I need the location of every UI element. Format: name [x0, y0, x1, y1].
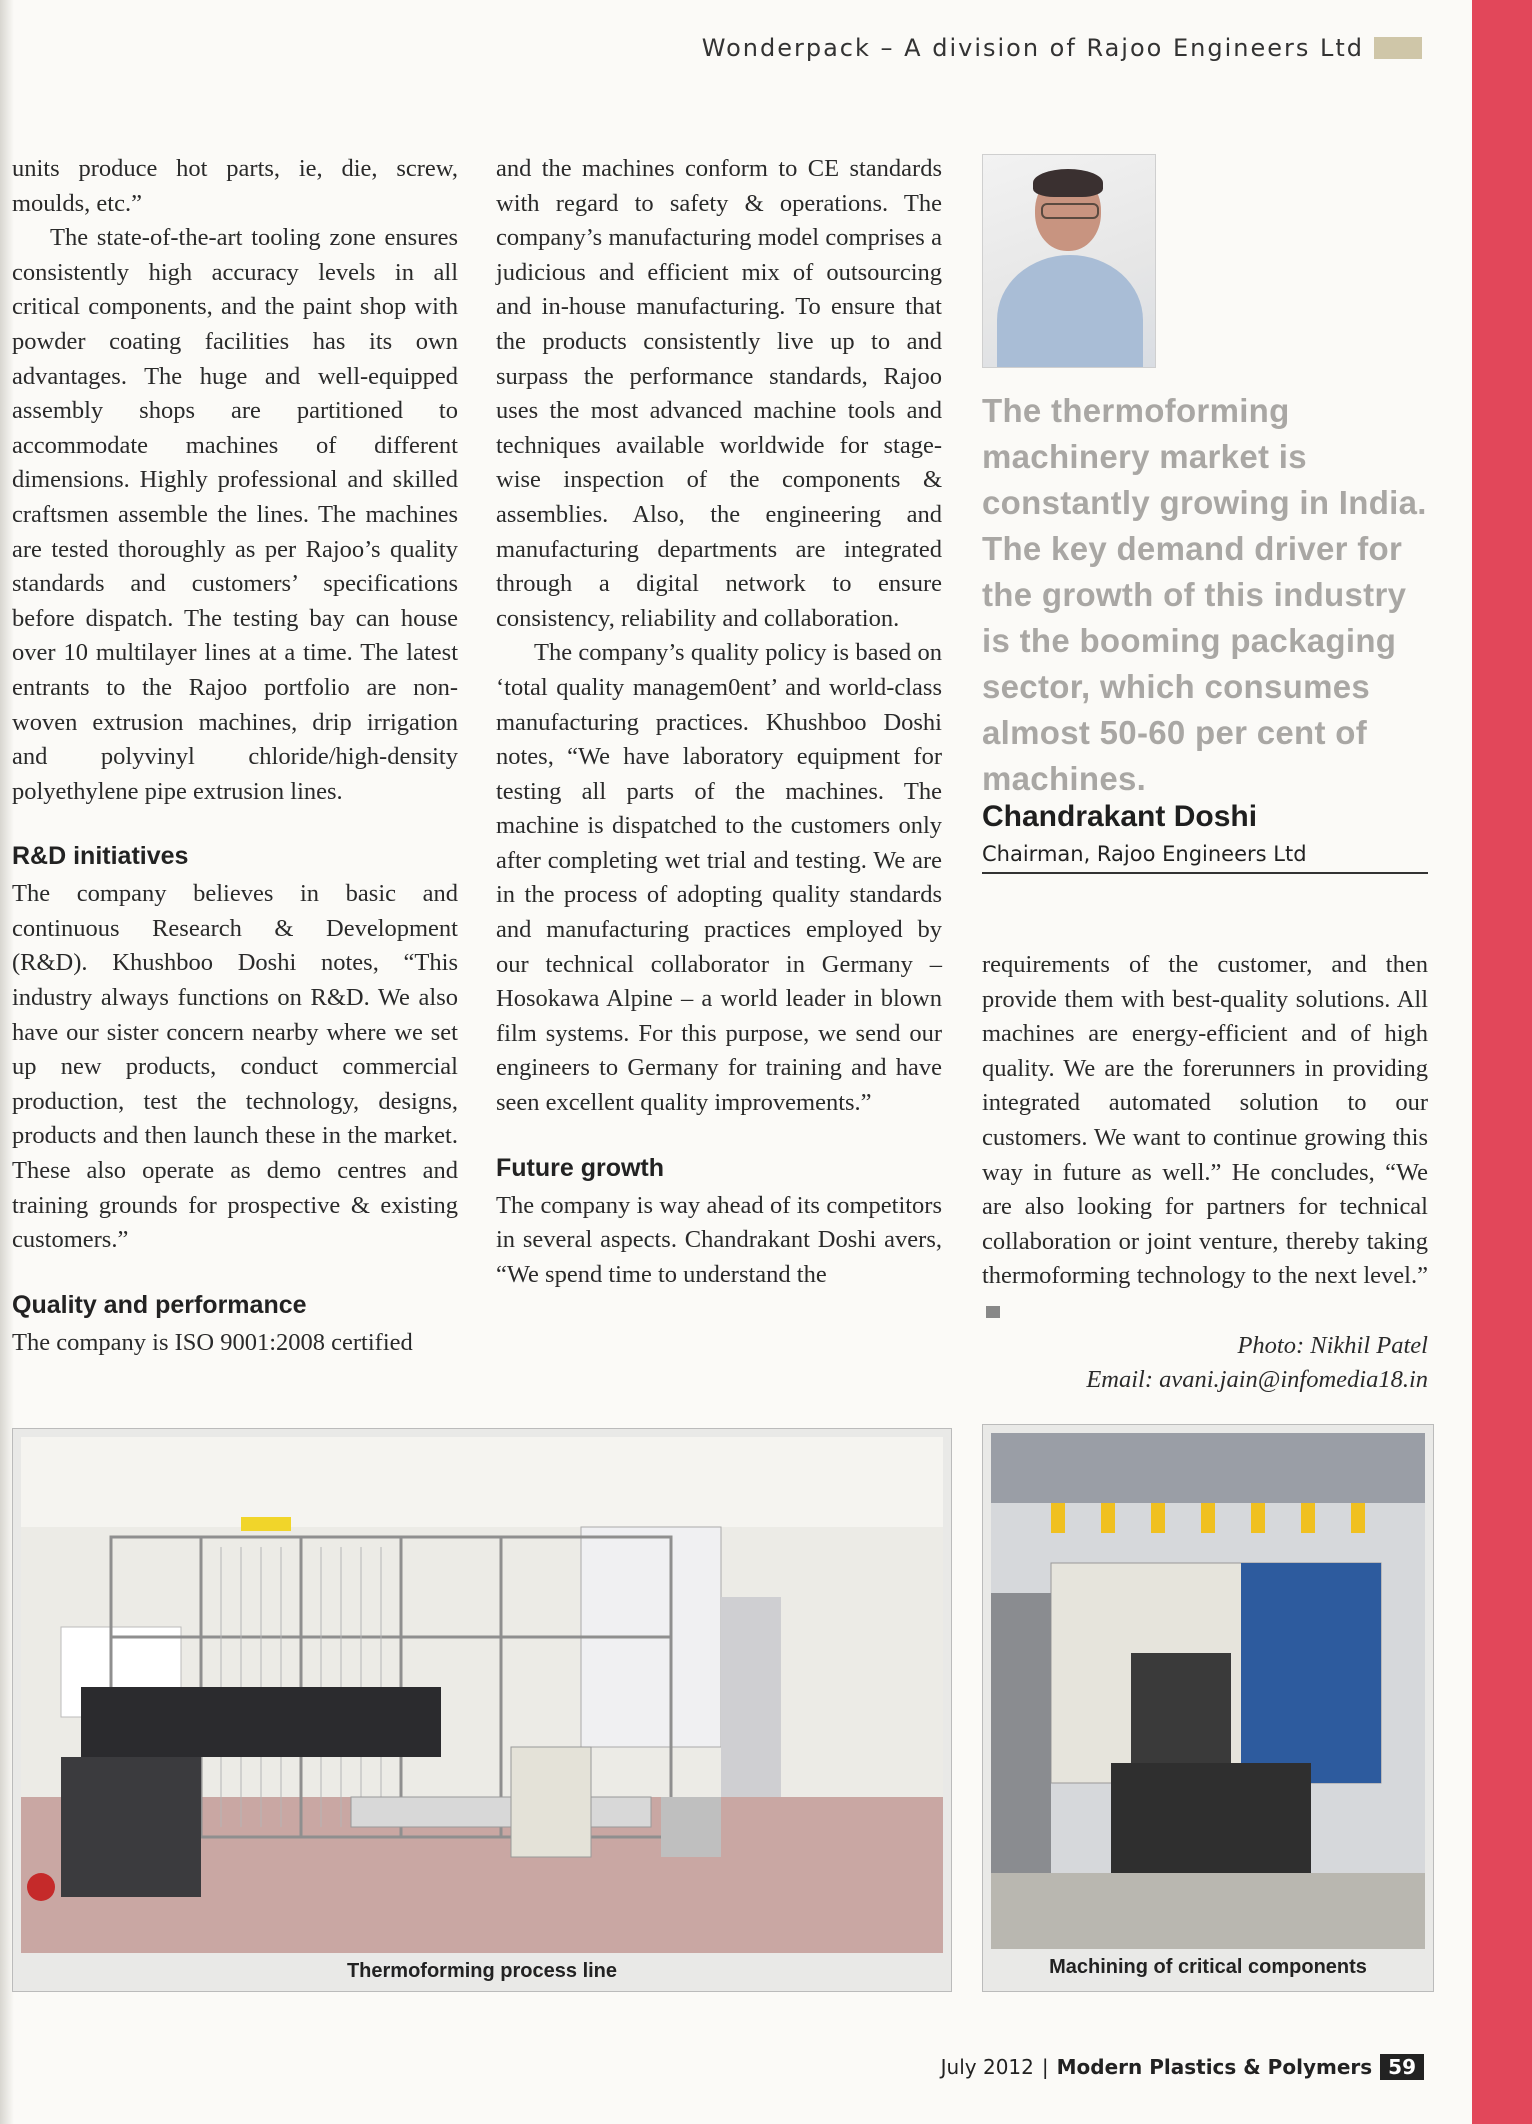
paragraph: units produce hot parts, ie, die, screw, moulds, etc.”	[12, 155, 458, 217]
photo-machining	[982, 1424, 1434, 1992]
page-number: 59	[1380, 2054, 1424, 2080]
photo-image	[991, 1433, 1425, 1949]
paragraph: The company is way ahead of its competitors in several aspects. Chandrakant Doshi avers, “We spend time to understand the	[496, 1191, 942, 1288]
end-mark-icon	[986, 1306, 1000, 1318]
machining-illustration	[991, 1433, 1425, 1949]
portrait-photo	[982, 154, 1156, 368]
thermoforming-line-illustration	[21, 1437, 943, 1953]
pull-quote: The thermoforming machinery market is constantly growing in India. The key demand driver for the growth of this industry is the booming packaging sector, which consumes almost 50-60 per cent of machines.	[982, 392, 1427, 797]
photo-caption: Machining of critical components	[1049, 1956, 1367, 1978]
photo-image	[21, 1437, 943, 1953]
quote-author-name: Chandrakant Doshi	[982, 800, 1258, 833]
running-header-text: Wonderpack – A division of Rajoo Engineers Ltd	[701, 34, 1364, 62]
footer-separator: |	[1041, 2055, 1049, 2079]
paragraph	[982, 948, 1428, 1329]
section-heading-quality: Quality and performance	[12, 1290, 307, 1319]
article-column-1	[12, 152, 458, 1360]
page-footer	[941, 2054, 1424, 2080]
header-color-tab	[1374, 37, 1422, 59]
photo-thermoforming-line	[12, 1428, 952, 1992]
quote-author-role: Chairman, Rajoo Engineers Ltd	[982, 842, 1307, 866]
portrait-glasses	[1041, 203, 1099, 219]
issue-date: July 2012	[940, 2055, 1034, 2079]
section-heading-future: Future growth	[496, 1153, 665, 1182]
magazine-name: Modern Plastics & Polymers	[1056, 2055, 1373, 2079]
paragraph: The company believes in basic and continuous Research & Development (R&D). Khushboo Doshi notes, “This industry always functions on R&D. We also have our sister concern nearby where we set up new products, conduct commercial production, test the technology, designs, products and then launch these in the market. These also operate as demo centres and training grounds for prospective & existing customers.”	[12, 880, 458, 1254]
portrait-shirt	[997, 255, 1143, 368]
paragraph: The company’s quality policy is based on ‘total quality managem0ent’ and world-class manufacturing practices. Khushboo Doshi notes, “We have laboratory equipment for testing all parts of the machines. The machine is dispatched to the customers only after completing wet trial and testing. We are in the process of adopting quality standards and manufacturing practices employed by our technical collaborator in Germany – Hosokawa Alpine – a world leader in blown film systems. For this purpose, we send our engineers to Germany for training and have seen excellent quality improvements.”	[496, 639, 942, 1117]
paragraph: The company is ISO 9001:2008 certified	[12, 1328, 413, 1356]
article-column-2	[496, 152, 942, 1292]
paragraph-text: requirements of the customer, and then provide them with best-quality solutions. All machines are energy-efficient and of high quality. We are the forerunners in providing integrated automated solution to our customers. We want to continue growing this way in future as well.” He concludes, “We are also looking for partners for technical collaboration or joint venture, thereby taking thermoforming technology to the next level.”	[982, 951, 1428, 1290]
photo-caption: Thermoforming process line	[346, 1960, 618, 1982]
running-header	[702, 34, 1422, 62]
author-email: Email: avani.jain@infomedia18.in	[1086, 1366, 1428, 1394]
page-edge-red-bar	[1472, 0, 1532, 2124]
quote-divider	[982, 872, 1428, 874]
section-heading-rd: R&D initiatives	[12, 842, 189, 871]
article-column-3	[982, 948, 1428, 1398]
portrait-hair	[1033, 169, 1103, 197]
paragraph: and the machines conform to CE standards with regard to safety & operations. The company’s manufacturing model comprises a judicious and efficient mix of outsourcing and in-house manufacturing. To ensure that the products consistently live up to and surpass the performance standards, Rajoo uses the most advanced machine tools and techniques available worldwide for stage-wise inspection of the components & assemblies. Also, the engineering and manufacturing departments are integrated through a digital network to ensure consistency, reliability and collaboration.	[496, 155, 942, 632]
paragraph: The state-of-the-art tooling zone ensures consistently high accuracy levels in all critical components, and the paint shop with powder coating facilities has its own advantages. The huge and well-equipped assembly shops are partitioned to accommodate machines of different dimensions. Highly professional and skilled craftsmen assemble the lines. The machines are tested thoroughly as per Rajoo’s quality standards and customers’ specifications before dispatch. The testing bay can house over 10 multilayer lines at a time. The latest entrants to the Rajoo portfolio are non-woven extrusion machines, drip irrigation and polyvinyl chloride/high-density polyethylene pipe extrusion lines.	[12, 224, 458, 805]
photo-credit: Photo: Nikhil Patel	[1237, 1331, 1428, 1359]
